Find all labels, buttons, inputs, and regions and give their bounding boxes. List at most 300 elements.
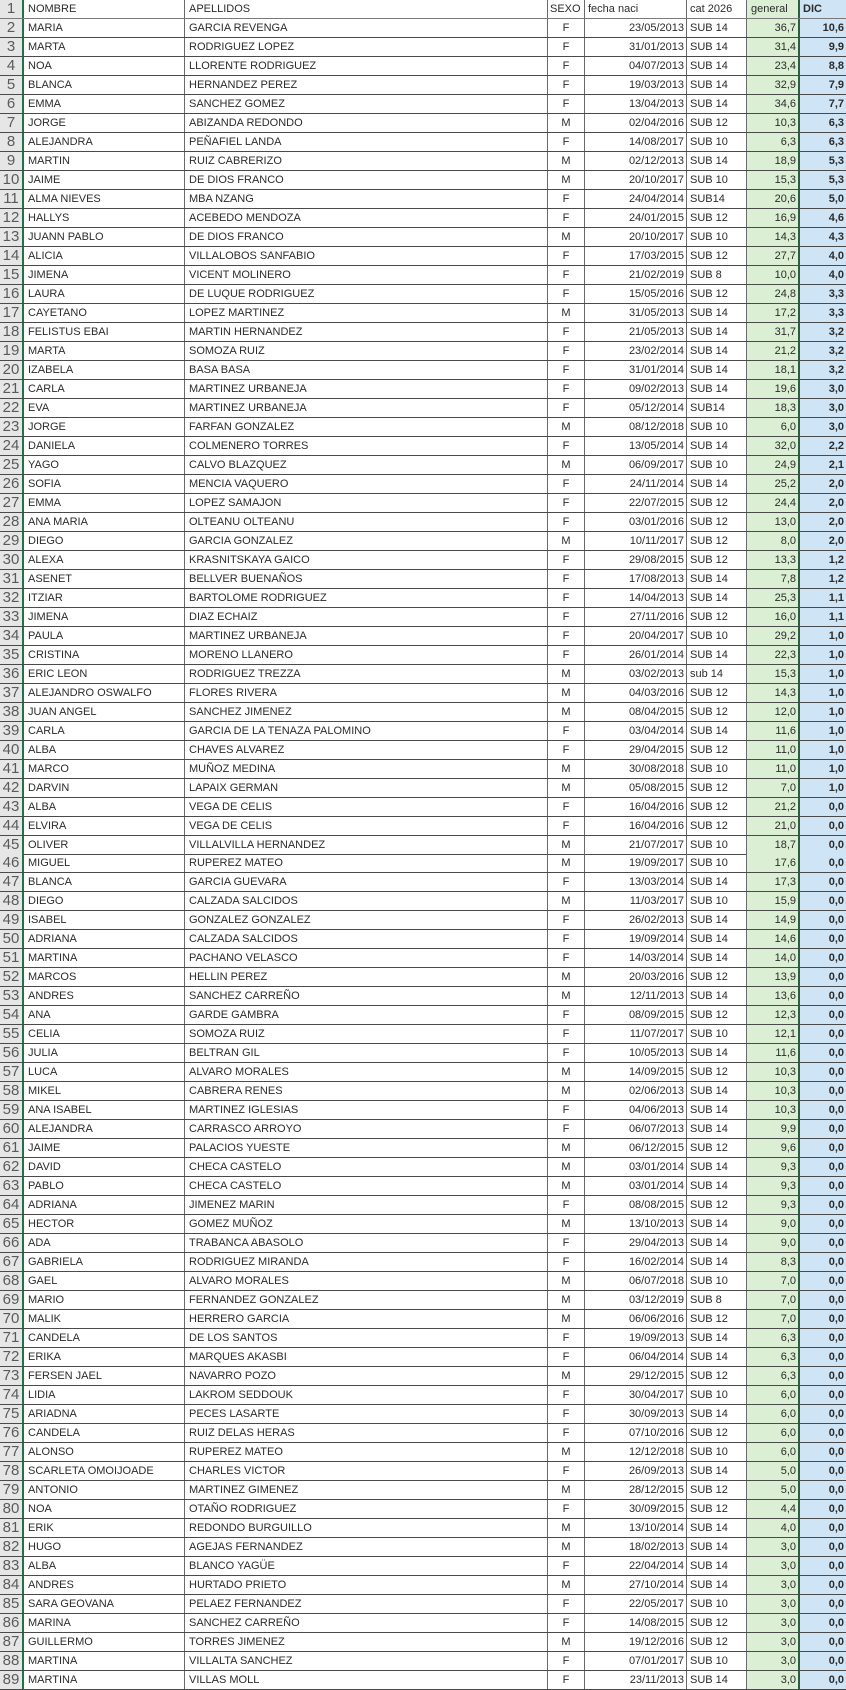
cell-general[interactable]: 27,7 xyxy=(747,247,800,265)
cell-sexo[interactable]: F xyxy=(548,1196,585,1214)
row-number[interactable]: 18 xyxy=(0,323,24,341)
cell-dic[interactable]: 0,0 xyxy=(800,1633,846,1651)
cell-sexo[interactable]: F xyxy=(548,1253,585,1271)
cell-cat-2026[interactable]: SUB 12 xyxy=(687,551,747,569)
cell-apellidos[interactable]: PEÑAFIEL LANDA xyxy=(185,133,548,151)
row-number[interactable]: 13 xyxy=(0,228,24,246)
cell-cat-2026[interactable]: SUB 10 xyxy=(687,854,747,872)
cell-dic[interactable]: 1,0 xyxy=(800,665,846,683)
row-number[interactable]: 15 xyxy=(0,266,24,284)
cell-dic[interactable]: 0,0 xyxy=(800,1253,846,1271)
cell-nombre[interactable]: ALMA NIEVES xyxy=(24,190,185,208)
row-number[interactable]: 36 xyxy=(0,665,24,683)
cell-dic[interactable]: 2,2 xyxy=(800,437,846,455)
cell-fecha-naci[interactable]: 31/01/2013 xyxy=(585,38,687,56)
cell-sexo[interactable]: M xyxy=(548,1177,585,1195)
cell-dic[interactable]: 0,0 xyxy=(800,1215,846,1233)
cell-fecha-naci[interactable]: 14/08/2017 xyxy=(585,133,687,151)
cell-sexo[interactable]: F xyxy=(548,190,585,208)
cell-sexo[interactable]: M xyxy=(548,1272,585,1290)
cell-sexo[interactable]: M xyxy=(548,1481,585,1499)
cell-fecha-naci[interactable]: 16/04/2016 xyxy=(585,798,687,816)
cell-nombre[interactable]: EMMA xyxy=(24,95,185,113)
cell-general[interactable]: 9,0 xyxy=(747,1215,800,1233)
cell-dic[interactable]: 3,3 xyxy=(800,285,846,303)
cell-fecha-naci[interactable]: 13/04/2013 xyxy=(585,95,687,113)
cell-dic[interactable]: 3,0 xyxy=(800,399,846,417)
cell-apellidos[interactable]: CHARLES VICTOR xyxy=(185,1462,548,1480)
cell-apellidos[interactable]: LOPEZ SAMAJON xyxy=(185,494,548,512)
row-number[interactable]: 71 xyxy=(0,1329,24,1347)
cell-dic[interactable]: 0,0 xyxy=(800,987,846,1005)
cell-sexo[interactable]: M xyxy=(548,760,585,778)
cell-dic[interactable]: 0,0 xyxy=(800,1614,846,1632)
cell-fecha-naci[interactable]: 17/03/2015 xyxy=(585,247,687,265)
cell-cat-2026[interactable]: SUB 8 xyxy=(687,1291,747,1309)
cell-cat-2026[interactable]: SUB 14 xyxy=(687,570,747,588)
cell-general[interactable]: 14,6 xyxy=(747,930,800,948)
cell-cat-2026[interactable]: SUB 12 xyxy=(687,513,747,531)
cell-cat-2026[interactable]: SUB 14 xyxy=(687,987,747,1005)
cell-cat-2026[interactable]: SUB 10 xyxy=(687,1272,747,1290)
cell-cat-2026[interactable]: SUB 14 xyxy=(687,722,747,740)
cell-nombre[interactable]: HUGO xyxy=(24,1538,185,1556)
cell-cat-2026[interactable]: SUB 14 xyxy=(687,38,747,56)
cell-cat-2026[interactable]: SUB 14 xyxy=(687,1519,747,1537)
cell-apellidos[interactable]: RODRIGUEZ MIRANDA xyxy=(185,1253,548,1271)
cell-cat-2026[interactable]: SUB 14 xyxy=(687,1557,747,1575)
cell-general[interactable]: 10,3 xyxy=(747,114,800,132)
cell-fecha-naci[interactable]: 16/04/2016 xyxy=(585,817,687,835)
cell-dic[interactable]: 3,2 xyxy=(800,323,846,341)
cell-general[interactable]: 31,4 xyxy=(747,38,800,56)
cell-nombre[interactable]: CANDELA xyxy=(24,1424,185,1442)
cell-apellidos[interactable]: GARCIA REVENGA xyxy=(185,19,548,37)
cell-nombre[interactable]: CARLA xyxy=(24,722,185,740)
cell-fecha-naci[interactable]: 29/04/2013 xyxy=(585,1234,687,1252)
cell-fecha-naci[interactable]: 20/10/2017 xyxy=(585,171,687,189)
cell-cat-2026[interactable]: SUB 10 xyxy=(687,171,747,189)
cell-general[interactable]: 6,3 xyxy=(747,1329,800,1347)
cell-apellidos[interactable]: DE DIOS FRANCO xyxy=(185,171,548,189)
row-number[interactable]: 19 xyxy=(0,342,24,360)
cell-dic[interactable]: 1,0 xyxy=(800,646,846,664)
cell-sexo[interactable]: F xyxy=(548,570,585,588)
row-number[interactable]: 38 xyxy=(0,703,24,721)
cell-cat-2026[interactable]: SUB 10 xyxy=(687,760,747,778)
cell-fecha-naci[interactable]: 12/11/2013 xyxy=(585,987,687,1005)
cell-cat-2026[interactable]: SUB 14 xyxy=(687,361,747,379)
row-number[interactable]: 61 xyxy=(0,1139,24,1157)
cell-apellidos[interactable]: RUPEREZ MATEO xyxy=(185,854,548,872)
cell-nombre[interactable]: GAEL xyxy=(24,1272,185,1290)
cell-sexo[interactable]: F xyxy=(548,1595,585,1613)
cell-nombre[interactable]: ASENET xyxy=(24,570,185,588)
cell-cat-2026[interactable]: SUB 12 xyxy=(687,1196,747,1214)
cell-sexo[interactable]: F xyxy=(548,76,585,94)
cell-dic[interactable]: 0,0 xyxy=(800,930,846,948)
cell-cat-2026[interactable]: SUB 12 xyxy=(687,1424,747,1442)
cell-dic[interactable]: 1,0 xyxy=(800,684,846,702)
cell-dic[interactable]: 5,3 xyxy=(800,152,846,170)
cell-sexo[interactable]: F xyxy=(548,911,585,929)
cell-dic[interactable]: 4,0 xyxy=(800,266,846,284)
cell-general[interactable]: 10,3 xyxy=(747,1082,800,1100)
row-number[interactable]: 53 xyxy=(0,987,24,1005)
cell-nombre[interactable]: ALEJANDRA xyxy=(24,133,185,151)
row-number[interactable]: 4 xyxy=(0,57,24,75)
cell-sexo[interactable]: F xyxy=(548,494,585,512)
cell-cat-2026[interactable]: SUB 14 xyxy=(687,646,747,664)
cell-cat-2026[interactable]: SUB 12 xyxy=(687,703,747,721)
cell-apellidos[interactable]: RODRIGUEZ LOPEZ xyxy=(185,38,548,56)
cell-nombre[interactable]: DIEGO xyxy=(24,532,185,550)
cell-apellidos[interactable]: BELTRAN GIL xyxy=(185,1044,548,1062)
row-number[interactable]: 29 xyxy=(0,532,24,550)
cell-dic[interactable]: 1,1 xyxy=(800,608,846,626)
row-number[interactable]: 49 xyxy=(0,911,24,929)
cell-fecha-naci[interactable]: 19/09/2017 xyxy=(585,854,687,872)
cell-fecha-naci[interactable]: 04/03/2016 xyxy=(585,684,687,702)
cell-general[interactable]: 6,0 xyxy=(747,1386,800,1404)
cell-fecha-naci[interactable]: 21/07/2017 xyxy=(585,836,687,854)
cell-dic[interactable]: 0,0 xyxy=(800,1538,846,1556)
cell-nombre[interactable]: EMMA xyxy=(24,494,185,512)
cell-dic[interactable]: 0,0 xyxy=(800,1177,846,1195)
cell-apellidos[interactable]: VILLALTA SANCHEZ xyxy=(185,1652,548,1670)
cell-apellidos[interactable]: JIMENEZ MARIN xyxy=(185,1196,548,1214)
cell-apellidos[interactable]: GOMEZ MUÑOZ xyxy=(185,1215,548,1233)
cell-dic[interactable]: 0,0 xyxy=(800,1025,846,1043)
cell-cat-2026[interactable]: SUB 12 xyxy=(687,209,747,227)
cell-dic[interactable]: 3,2 xyxy=(800,361,846,379)
row-number[interactable]: 47 xyxy=(0,873,24,891)
cell-general[interactable]: 18,9 xyxy=(747,152,800,170)
cell-nombre[interactable]: MARTA xyxy=(24,342,185,360)
cell-nombre[interactable]: ALBA xyxy=(24,741,185,759)
cell-cat-2026[interactable]: SUB 12 xyxy=(687,817,747,835)
cell-sexo[interactable]: F xyxy=(548,342,585,360)
cell-fecha-naci[interactable]: 31/01/2014 xyxy=(585,361,687,379)
cell-sexo[interactable]: M xyxy=(548,968,585,986)
cell-dic[interactable]: 0,0 xyxy=(800,1652,846,1670)
cell-apellidos[interactable]: CHECA CASTELO xyxy=(185,1177,548,1195)
cell-fecha-naci[interactable]: 03/01/2016 xyxy=(585,513,687,531)
cell-apellidos[interactable]: MARTINEZ GIMENEZ xyxy=(185,1481,548,1499)
cell-cat-2026[interactable]: SUB 14 xyxy=(687,949,747,967)
cell-general[interactable]: 6,0 xyxy=(747,1424,800,1442)
row-number[interactable]: 34 xyxy=(0,627,24,645)
cell-nombre[interactable]: ALICIA xyxy=(24,247,185,265)
cell-apellidos[interactable]: RUIZ DELAS HERAS xyxy=(185,1424,548,1442)
cell-cat-2026[interactable]: SUB 12 xyxy=(687,1481,747,1499)
cell-cat-2026[interactable]: SUB 14 xyxy=(687,76,747,94)
cell-general[interactable]: 9,0 xyxy=(747,1234,800,1252)
cell-apellidos[interactable]: NAVARRO POZO xyxy=(185,1367,548,1385)
row-number[interactable]: 24 xyxy=(0,437,24,455)
cell-sexo[interactable]: M xyxy=(548,171,585,189)
cell-cat-2026[interactable]: SUB 10 xyxy=(687,456,747,474)
cell-nombre[interactable]: MARTIN xyxy=(24,152,185,170)
cell-fecha-naci[interactable]: 17/08/2013 xyxy=(585,570,687,588)
row-number[interactable]: 25 xyxy=(0,456,24,474)
row-number[interactable]: 21 xyxy=(0,380,24,398)
cell-nombre[interactable]: YAGO xyxy=(24,456,185,474)
cell-sexo[interactable]: F xyxy=(548,513,585,531)
cell-cat-2026[interactable]: SUB 14 xyxy=(687,1158,747,1176)
cell-apellidos[interactable]: KRASNITSKAYA GAICO xyxy=(185,551,548,569)
cell-dic[interactable]: 0,0 xyxy=(800,968,846,986)
cell-sexo[interactable]: F xyxy=(548,57,585,75)
cell-dic[interactable]: 0,0 xyxy=(800,1139,846,1157)
cell-sexo[interactable]: F xyxy=(548,949,585,967)
cell-cat-2026[interactable]: SUB 12 xyxy=(687,1500,747,1518)
cell-dic[interactable]: 0,0 xyxy=(800,1557,846,1575)
cell-general[interactable]: 17,3 xyxy=(747,873,800,891)
row-number[interactable]: 82 xyxy=(0,1538,24,1556)
cell-sexo[interactable]: M xyxy=(548,1310,585,1328)
cell-general[interactable]: 3,0 xyxy=(747,1671,800,1689)
cell-sexo[interactable]: F xyxy=(548,1424,585,1442)
cell-nombre[interactable]: ERIK xyxy=(24,1519,185,1537)
cell-nombre[interactable]: SARA GEOVANA xyxy=(24,1595,185,1613)
cell-dic[interactable]: 7,9 xyxy=(800,76,846,94)
header-general[interactable]: general xyxy=(747,0,800,18)
cell-apellidos[interactable]: MARTIN HERNANDEZ xyxy=(185,323,548,341)
cell-nombre[interactable]: ARIADNA xyxy=(24,1405,185,1423)
cell-fecha-naci[interactable]: 13/10/2013 xyxy=(585,1215,687,1233)
cell-dic[interactable]: 0,0 xyxy=(800,1367,846,1385)
cell-apellidos[interactable]: VEGA DE CELIS xyxy=(185,817,548,835)
cell-cat-2026[interactable]: SUB 14 xyxy=(687,342,747,360)
row-number[interactable]: 88 xyxy=(0,1652,24,1670)
cell-fecha-naci[interactable]: 05/08/2015 xyxy=(585,779,687,797)
cell-general[interactable]: 21,2 xyxy=(747,342,800,360)
cell-apellidos[interactable]: SANCHEZ GOMEZ xyxy=(185,95,548,113)
cell-dic[interactable]: 0,0 xyxy=(800,836,846,854)
cell-fecha-naci[interactable]: 19/09/2013 xyxy=(585,1329,687,1347)
cell-cat-2026[interactable]: SUB 10 xyxy=(687,1443,747,1461)
cell-sexo[interactable]: M xyxy=(548,1633,585,1651)
cell-dic[interactable]: 3,2 xyxy=(800,342,846,360)
cell-general[interactable]: 15,3 xyxy=(747,665,800,683)
row-number[interactable]: 11 xyxy=(0,190,24,208)
cell-general[interactable]: 11,0 xyxy=(747,760,800,778)
cell-nombre[interactable]: ALEJANDRO OSWALFO xyxy=(24,684,185,702)
cell-dic[interactable]: 7,7 xyxy=(800,95,846,113)
cell-nombre[interactable]: ALBA xyxy=(24,1557,185,1575)
header-cat-2026[interactable]: cat 2026 xyxy=(687,0,747,18)
cell-apellidos[interactable]: MBA NZANG xyxy=(185,190,548,208)
cell-fecha-naci[interactable]: 07/01/2017 xyxy=(585,1652,687,1670)
cell-nombre[interactable]: ISABEL xyxy=(24,911,185,929)
cell-apellidos[interactable]: DE LOS SANTOS xyxy=(185,1329,548,1347)
cell-nombre[interactable]: JUAN ANGEL xyxy=(24,703,185,721)
cell-general[interactable]: 19,6 xyxy=(747,380,800,398)
cell-dic[interactable]: 0,0 xyxy=(800,873,846,891)
cell-sexo[interactable]: M xyxy=(548,304,585,322)
cell-nombre[interactable]: JORGE xyxy=(24,114,185,132)
cell-cat-2026[interactable]: SUB 10 xyxy=(687,228,747,246)
row-number[interactable]: 48 xyxy=(0,892,24,910)
row-number[interactable]: 17 xyxy=(0,304,24,322)
cell-nombre[interactable]: HECTOR xyxy=(24,1215,185,1233)
cell-fecha-naci[interactable]: 28/12/2015 xyxy=(585,1481,687,1499)
cell-sexo[interactable]: F xyxy=(548,1614,585,1632)
cell-dic[interactable]: 0,0 xyxy=(800,1443,846,1461)
cell-cat-2026[interactable]: SUB 12 xyxy=(687,1614,747,1632)
cell-nombre[interactable]: FELISTUS EBAI xyxy=(24,323,185,341)
cell-dic[interactable]: 0,0 xyxy=(800,1291,846,1309)
cell-general[interactable]: 22,3 xyxy=(747,646,800,664)
cell-apellidos[interactable]: PECES LASARTE xyxy=(185,1405,548,1423)
cell-nombre[interactable]: JULIA xyxy=(24,1044,185,1062)
cell-fecha-naci[interactable]: 29/08/2015 xyxy=(585,551,687,569)
cell-dic[interactable]: 5,0 xyxy=(800,190,846,208)
cell-dic[interactable]: 2,0 xyxy=(800,532,846,550)
row-number[interactable]: 39 xyxy=(0,722,24,740)
cell-general[interactable]: 13,6 xyxy=(747,987,800,1005)
row-number[interactable]: 22 xyxy=(0,399,24,417)
row-number[interactable]: 84 xyxy=(0,1576,24,1594)
cell-apellidos[interactable]: HELLIN PEREZ xyxy=(185,968,548,986)
cell-fecha-naci[interactable]: 06/04/2014 xyxy=(585,1348,687,1366)
cell-sexo[interactable]: M xyxy=(548,1576,585,1594)
cell-dic[interactable]: 10,6 xyxy=(800,19,846,37)
cell-general[interactable]: 16,9 xyxy=(747,209,800,227)
cell-general[interactable]: 21,2 xyxy=(747,798,800,816)
cell-general[interactable]: 34,6 xyxy=(747,95,800,113)
cell-general[interactable]: 24,9 xyxy=(747,456,800,474)
row-number[interactable]: 23 xyxy=(0,418,24,436)
cell-fecha-naci[interactable]: 06/12/2015 xyxy=(585,1139,687,1157)
cell-dic[interactable]: 0,0 xyxy=(800,1462,846,1480)
cell-sexo[interactable]: M xyxy=(548,1215,585,1233)
cell-nombre[interactable]: ANA xyxy=(24,1006,185,1024)
cell-dic[interactable]: 0,0 xyxy=(800,1348,846,1366)
cell-apellidos[interactable]: GARCIA GUEVARA xyxy=(185,873,548,891)
cell-apellidos[interactable]: DE DIOS FRANCO xyxy=(185,228,548,246)
cell-fecha-naci[interactable]: 14/03/2014 xyxy=(585,949,687,967)
cell-general[interactable]: 13,3 xyxy=(747,551,800,569)
cell-cat-2026[interactable]: SUB 10 xyxy=(687,1652,747,1670)
cell-sexo[interactable]: F xyxy=(548,1671,585,1689)
cell-general[interactable]: 24,4 xyxy=(747,494,800,512)
cell-sexo[interactable]: F xyxy=(548,1462,585,1480)
cell-sexo[interactable]: F xyxy=(548,1386,585,1404)
cell-apellidos[interactable]: HURTADO PRIETO xyxy=(185,1576,548,1594)
cell-fecha-naci[interactable]: 14/04/2013 xyxy=(585,589,687,607)
cell-sexo[interactable]: F xyxy=(548,209,585,227)
cell-fecha-naci[interactable]: 09/02/2013 xyxy=(585,380,687,398)
cell-nombre[interactable]: NOA xyxy=(24,57,185,75)
cell-apellidos[interactable]: FERNANDEZ GONZALEZ xyxy=(185,1291,548,1309)
cell-dic[interactable]: 0,0 xyxy=(800,817,846,835)
cell-fecha-naci[interactable]: 13/10/2014 xyxy=(585,1519,687,1537)
cell-cat-2026[interactable]: SUB 12 xyxy=(687,247,747,265)
cell-dic[interactable]: 1,0 xyxy=(800,722,846,740)
row-number[interactable]: 81 xyxy=(0,1519,24,1537)
cell-sexo[interactable]: M xyxy=(548,703,585,721)
cell-general[interactable]: 7,0 xyxy=(747,1291,800,1309)
cell-dic[interactable]: 0,0 xyxy=(800,1500,846,1518)
cell-sexo[interactable]: F xyxy=(548,1405,585,1423)
cell-nombre[interactable]: GUILLERMO xyxy=(24,1633,185,1651)
cell-fecha-naci[interactable]: 08/09/2015 xyxy=(585,1006,687,1024)
row-number[interactable]: 12 xyxy=(0,209,24,227)
cell-fecha-naci[interactable]: 03/01/2014 xyxy=(585,1177,687,1195)
cell-apellidos[interactable]: RUIZ CABRERIZO xyxy=(185,152,548,170)
cell-sexo[interactable]: M xyxy=(548,1082,585,1100)
cell-fecha-naci[interactable]: 03/01/2014 xyxy=(585,1158,687,1176)
cell-sexo[interactable]: F xyxy=(548,1500,585,1518)
cell-cat-2026[interactable]: SUB 10 xyxy=(687,892,747,910)
cell-apellidos[interactable]: FLORES RIVERA xyxy=(185,684,548,702)
cell-cat-2026[interactable]: SUB 14 xyxy=(687,304,747,322)
cell-fecha-naci[interactable]: 14/09/2015 xyxy=(585,1063,687,1081)
cell-fecha-naci[interactable]: 19/12/2016 xyxy=(585,1633,687,1651)
cell-apellidos[interactable]: SOMOZA RUIZ xyxy=(185,1025,548,1043)
cell-cat-2026[interactable]: SUB 12 xyxy=(687,1139,747,1157)
cell-nombre[interactable]: CAYETANO xyxy=(24,304,185,322)
cell-dic[interactable]: 1,0 xyxy=(800,703,846,721)
cell-nombre[interactable]: DAVID xyxy=(24,1158,185,1176)
cell-sexo[interactable]: M xyxy=(548,152,585,170)
row-number[interactable]: 79 xyxy=(0,1481,24,1499)
cell-sexo[interactable]: F xyxy=(548,399,585,417)
cell-general[interactable]: 14,3 xyxy=(747,684,800,702)
cell-dic[interactable]: 6,3 xyxy=(800,114,846,132)
cell-cat-2026[interactable]: SUB 14 xyxy=(687,1044,747,1062)
cell-dic[interactable]: 1,0 xyxy=(800,741,846,759)
cell-cat-2026[interactable]: SUB 10 xyxy=(687,1386,747,1404)
cell-nombre[interactable]: PAULA xyxy=(24,627,185,645)
cell-apellidos[interactable]: SOMOZA RUIZ xyxy=(185,342,548,360)
cell-apellidos[interactable]: ALVARO MORALES xyxy=(185,1063,548,1081)
cell-apellidos[interactable]: CALVO BLAZQUEZ xyxy=(185,456,548,474)
cell-sexo[interactable]: F xyxy=(548,646,585,664)
row-number[interactable]: 27 xyxy=(0,494,24,512)
cell-general[interactable]: 6,0 xyxy=(747,1443,800,1461)
cell-apellidos[interactable]: CHECA CASTELO xyxy=(185,1158,548,1176)
cell-dic[interactable]: 1,0 xyxy=(800,779,846,797)
cell-general[interactable]: 32,9 xyxy=(747,76,800,94)
row-number[interactable]: 20 xyxy=(0,361,24,379)
cell-sexo[interactable]: M xyxy=(548,854,585,872)
cell-fecha-naci[interactable]: 18/02/2013 xyxy=(585,1538,687,1556)
row-number[interactable]: 58 xyxy=(0,1082,24,1100)
cell-cat-2026[interactable]: SUB 12 xyxy=(687,114,747,132)
row-number[interactable]: 85 xyxy=(0,1595,24,1613)
cell-apellidos[interactable]: CALZADA SALCIDOS xyxy=(185,892,548,910)
cell-general[interactable]: 9,6 xyxy=(747,1139,800,1157)
cell-general[interactable]: 4,0 xyxy=(747,1519,800,1537)
cell-fecha-naci[interactable]: 03/04/2014 xyxy=(585,722,687,740)
cell-fecha-naci[interactable]: 22/05/2017 xyxy=(585,1595,687,1613)
cell-apellidos[interactable]: PELAEZ FERNANDEZ xyxy=(185,1595,548,1613)
cell-dic[interactable]: 3,0 xyxy=(800,380,846,398)
cell-apellidos[interactable]: LAKROM SEDDOUK xyxy=(185,1386,548,1404)
cell-sexo[interactable]: F xyxy=(548,475,585,493)
cell-cat-2026[interactable]: SUB14 xyxy=(687,190,747,208)
cell-dic[interactable]: 2,0 xyxy=(800,513,846,531)
cell-apellidos[interactable]: LOPEZ MARTINEZ xyxy=(185,304,548,322)
cell-dic[interactable]: 4,3 xyxy=(800,228,846,246)
row-number[interactable]: 87 xyxy=(0,1633,24,1651)
cell-general[interactable]: 3,0 xyxy=(747,1633,800,1651)
cell-apellidos[interactable]: MARTINEZ URBANEJA xyxy=(185,399,548,417)
cell-fecha-naci[interactable]: 07/10/2016 xyxy=(585,1424,687,1442)
